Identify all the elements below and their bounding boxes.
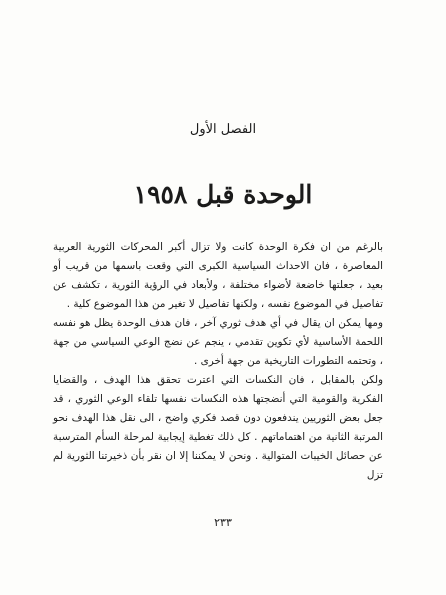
chapter-title: الوحدة قبل ١٩٥٨ [133, 180, 313, 209]
paragraph-1: بالرغم من ان فكرة الوحدة كانت ولا تزال أكبر المحركات الثورية العربية المعاصرة ، فان الاحداث السياسية الكبرى التي وقعت باسمها من قريب أو بعيد ، جعلتها خاضعة لأضواء مختلفة ، ولأبعاد في الرؤية الثورية ، تكشف عن تفاصيل في الموضوع نفسه ، ولكنها تفاصيل لا تغير من هذا الموضوع كلية . [53, 241, 383, 310]
chapter-heading: الفصل الأول [189, 122, 257, 137]
paragraph-3: ولكن بالمقابل ، فان النكسات التي اعترت تحقق هذا الهدف ، والقضايا الفكرية والقومية التي أنضجتها هذه النكسات نفسها تلقاء الوعي الثوري ، قد جعل بعض الثوريين يندفعون دون قصد فكري واضح ، الى نقل هذا الهدف نحو المرتبة الثانية من اهتماماتهم . كل ذلك تغطية إيجابية لمرحلة السأم المترسبة عن حصائل الخيبات المتوالية . ونحن لا يمكننا إلا ان نقر بأن ذخيرتنا الثورية لم تزل [53, 374, 383, 481]
paragraph-2: ومها يمكن ان يقال في أي هدف ثوري آخر ، فان هدف الوحدة يظل هو نفسه اللحمة الأساسية لأي تكوين تقدمي ، ينجم عن نضج الوعي السياسي من جهة ، وتحتمه التطورات التاريخية من جهة أخرى . [53, 317, 383, 367]
body-text [53, 238, 383, 485]
page-number: ٢٣٣ [214, 516, 232, 529]
